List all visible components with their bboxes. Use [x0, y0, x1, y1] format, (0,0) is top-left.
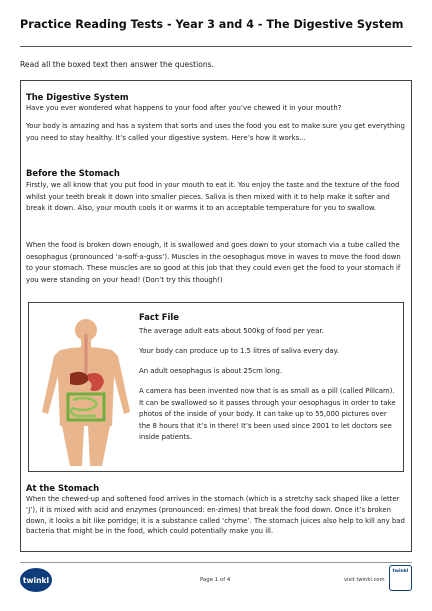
before-stomach-paragraph-1: Firstly, we all know that you put food in your mouth to eat it. You enjoy the taste and the texture of the food whilst your teeth break it down into smaller pieces. Saliva is then mixed with it to help make it softer and break it down. Also, your mouth cools it or warms it to an acceptable temperature for you to swallow. [26, 181, 400, 213]
before-stomach-paragraph-2: When the food is broken down enough, it is swallowed and goes down to your stomach via a tube called the oesophagus (pronounced ‘a-soff-a-guss’). Muscles in the oesophagus move in waves to move the food down to your stomach. These muscles are so good at this job that they could even get the food to your stomach if you were standing on your head! (Don’t try this though!) [26, 241, 401, 284]
heading-at-stomach: At the Stomach [26, 483, 100, 493]
heading-before-stomach: Before the Stomach [26, 168, 120, 178]
fact-item: An adult oesophagus is about 25cm long. [139, 367, 283, 375]
site-link[interactable]: visit twinkl.com [344, 577, 385, 583]
intro-paragraph-1: Have you ever wondered what happens to your food after you’ve chewed it in your mouth? [26, 104, 342, 112]
at-stomach-paragraph: When the chewed-up and softened food arrives in the stomach (which is a stretchy sack shaped like a letter ‘J’), it is mixed with acid and enzymes (pronounced: en-zimes) that break the food down. Once it’s broken down, it looks a bit like porridge; it is a substance called ‘chyme’. The stomach juices also help to kill any bad bacteria that might be in the food, which could potentially make you ill. [26, 495, 405, 536]
footer-divider [20, 562, 412, 563]
title-divider [20, 46, 412, 47]
instruction-text: Read all the boxed text then answer the questions. [20, 60, 215, 69]
page-title: Practice Reading Tests - Year 3 and 4 - The Digestive System [20, 18, 404, 31]
fact-item: The average adult eats about 500kg of food per year. [139, 327, 324, 335]
logo-text: twinkl [22, 575, 50, 585]
quality-badge-icon [389, 565, 412, 591]
fact-item: A camera has been invented now that is as small as a pill (called Pillcam). It can be swallowed so it passes through your oesophagus in order to take photos of the inside of your body. It can take up to 55,000 pictures over the 8 hours that it’s in there! It’s been used since 2001 to let doctors see inside patients. [139, 387, 396, 442]
heading-fact-file: Fact File [139, 312, 179, 322]
fact-item: Your body can produce up to 1.5 litres of saliva every day. [139, 347, 339, 355]
twinkl-logo-icon [20, 568, 52, 592]
badge-text: twinkl [392, 569, 409, 574]
intro-paragraph-2: Your body is amazing and has a system that sorts and uses the food you eat to make sure you get everything you need to stay healthy. It’s called your digestive system. Here’s how it works... [26, 122, 405, 142]
heading-digestive-system: The Digestive System [26, 92, 129, 102]
digestive-system-illustration [38, 316, 134, 468]
page-number: Page 1 of 4 [200, 577, 231, 583]
